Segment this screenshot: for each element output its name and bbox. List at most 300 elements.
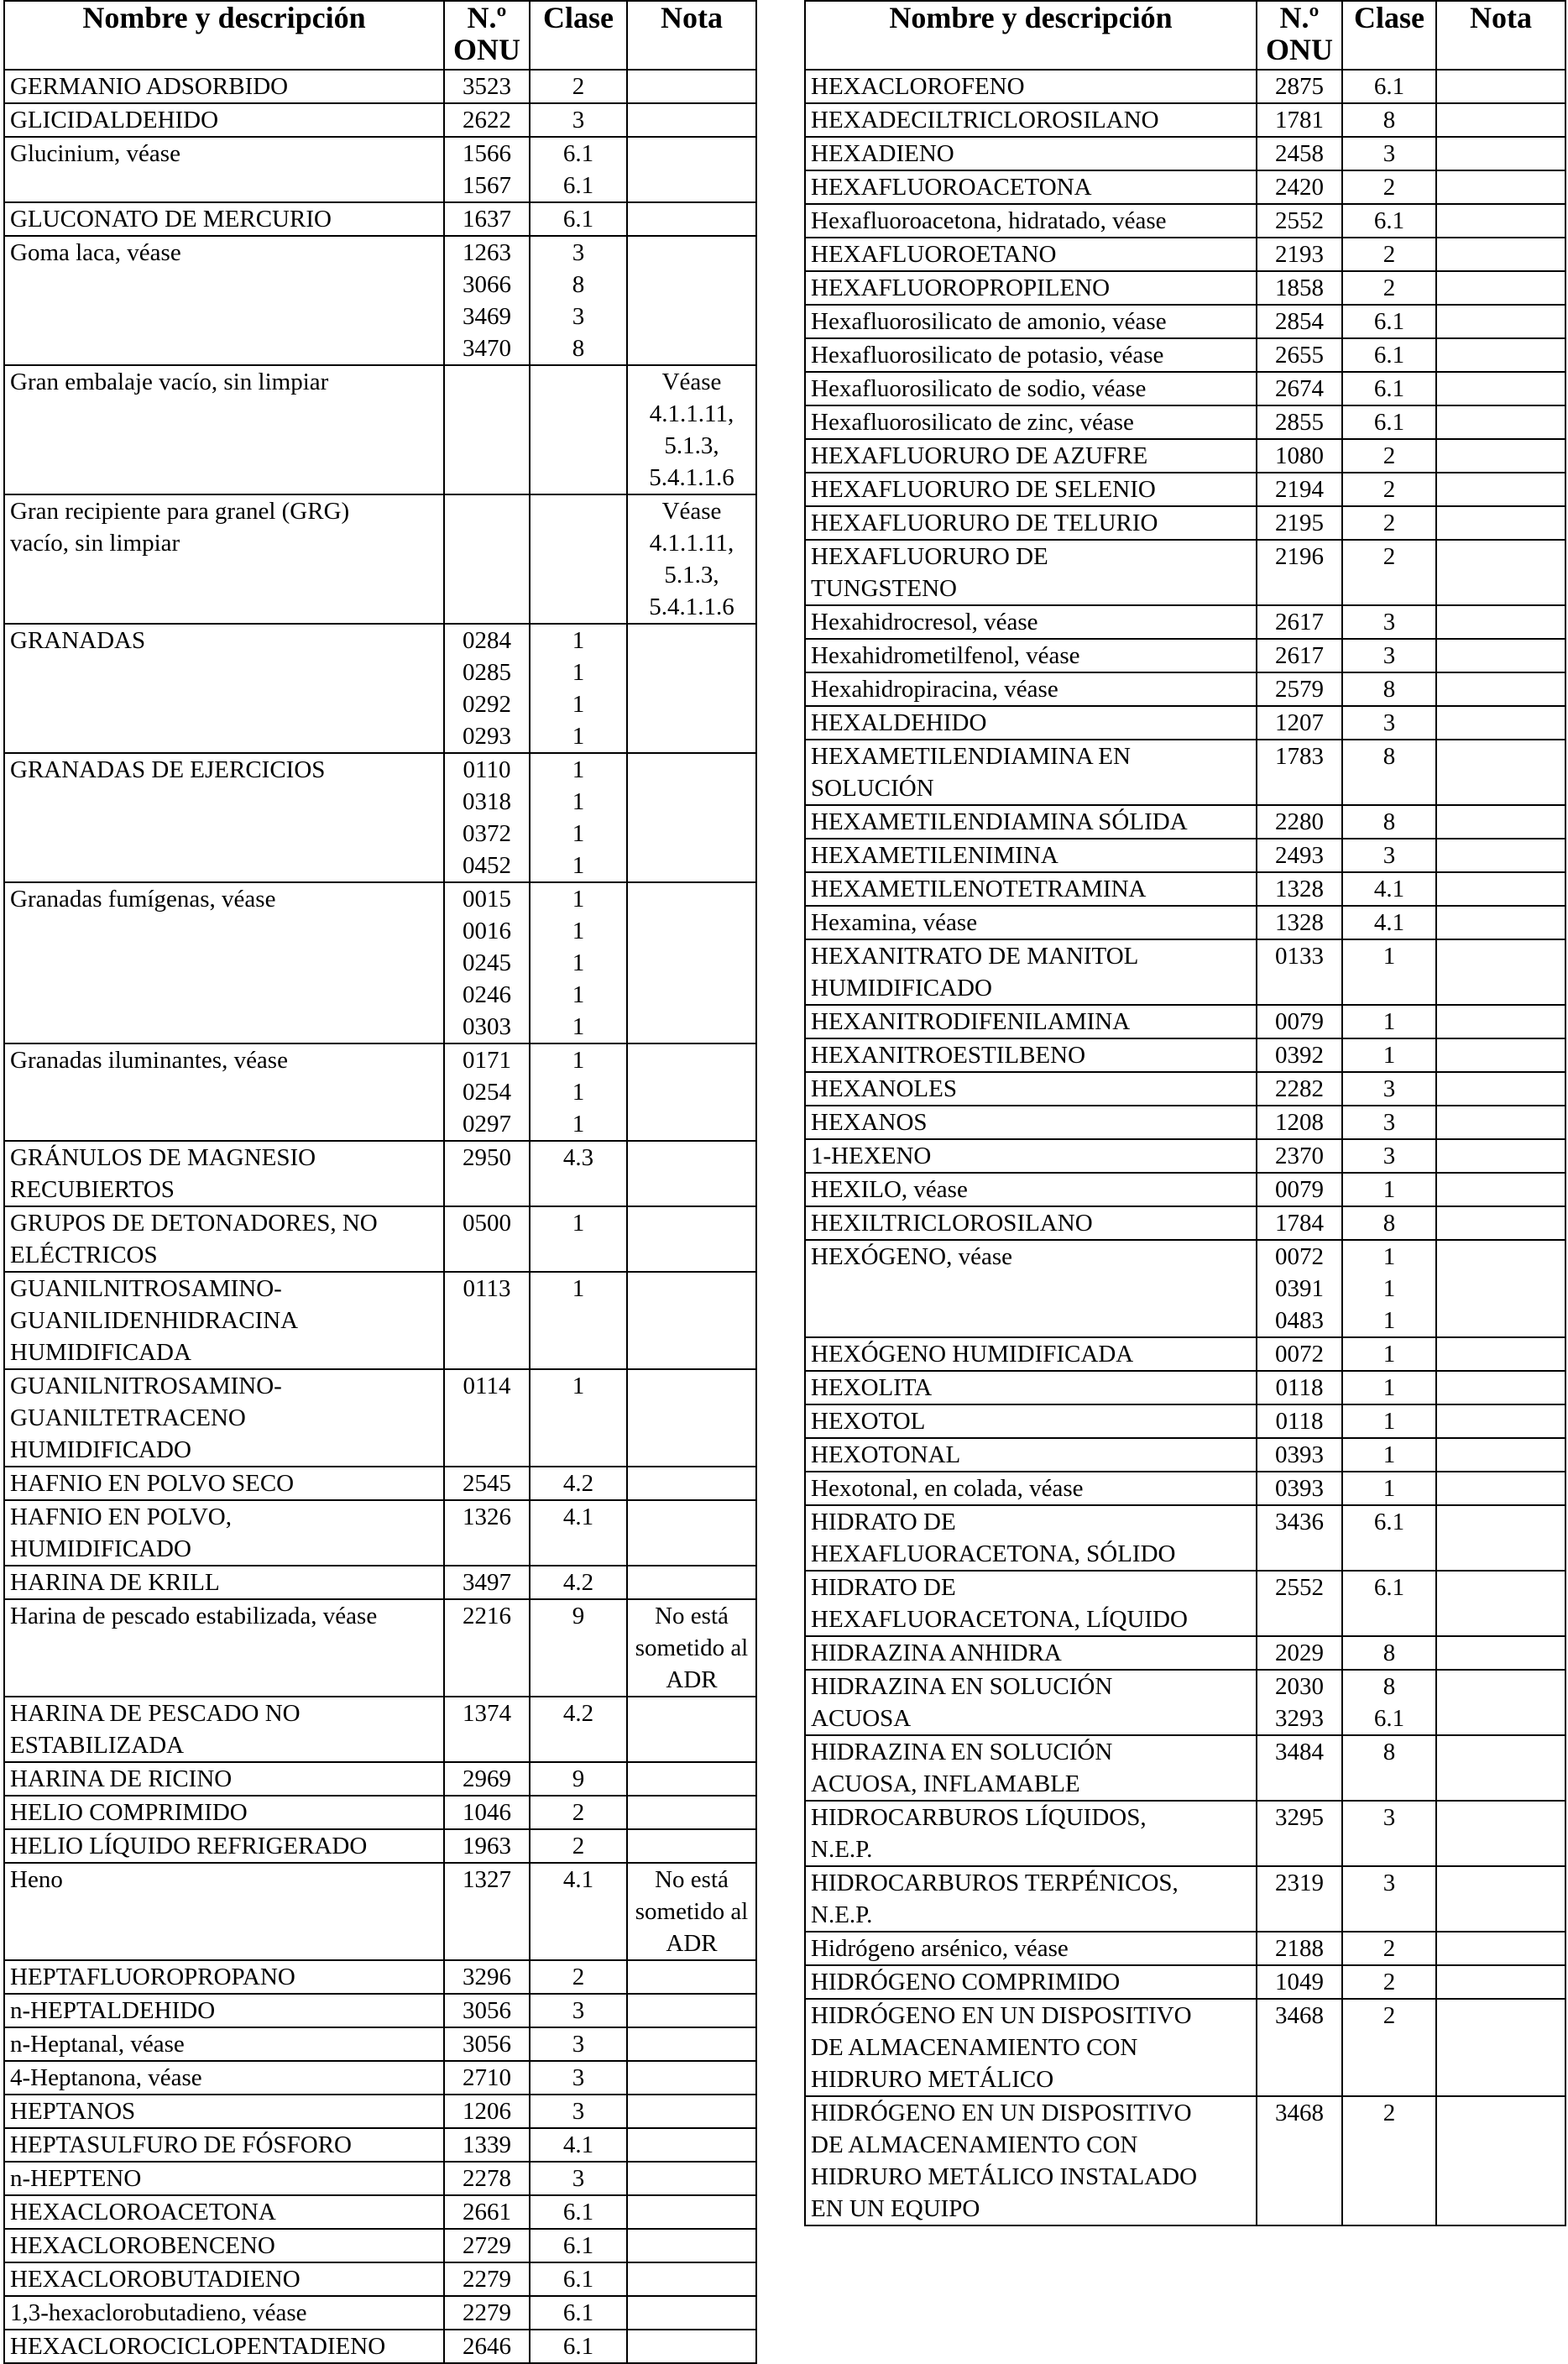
un-number-text: 0293	[463, 723, 511, 750]
un-number-text: 0393	[1275, 1441, 1324, 1468]
table-row	[805, 137, 1565, 170]
class-cell	[1342, 1866, 1436, 1932]
un-number-text: 0118	[1275, 1408, 1324, 1435]
substance-name-cell	[805, 170, 1257, 204]
table-row	[805, 672, 1565, 706]
un-number-text: 2193	[1275, 241, 1324, 268]
class-text: 2	[572, 1799, 585, 1826]
un-number-cell	[1257, 1371, 1342, 1404]
substance-name-text: DE ALMACENAMIENTO CON	[811, 2034, 1138, 2061]
table-row	[805, 439, 1565, 473]
table-row	[4, 2027, 756, 2061]
table-row	[805, 305, 1565, 338]
un-number-cell	[444, 1467, 530, 1500]
un-number-text: 2875	[1275, 73, 1324, 100]
class-text: 1	[572, 659, 585, 686]
note-cell	[1436, 1670, 1565, 1735]
un-number-cell	[444, 2229, 530, 2262]
class-cell	[1342, 271, 1436, 305]
un-number-cell	[1257, 839, 1342, 872]
un-number-text: 2710	[463, 2064, 511, 2091]
class-cell	[1342, 338, 1436, 372]
substance-name-text: HUMIDIFICADO	[811, 975, 992, 1002]
substance-name-cell	[4, 1141, 444, 1206]
substance-name-text: Hexafluorosilicato de amonio, véase	[811, 308, 1167, 335]
dangerous-goods-table-left	[3, 0, 757, 2364]
substance-name-cell	[805, 1072, 1257, 1106]
un-number-text: 0391	[1275, 1275, 1324, 1302]
un-number-cell	[1257, 1636, 1342, 1670]
substance-name-cell	[805, 305, 1257, 338]
substance-name-text: Harina de pescado estabilizada, véase	[10, 1603, 378, 1629]
un-number-text: 2319	[1275, 1870, 1324, 1896]
un-number-cell	[444, 1762, 530, 1796]
un-number-cell	[444, 1863, 530, 1960]
class-text: 2	[1382, 1935, 1396, 1962]
un-number-text: 3469	[463, 303, 511, 330]
substance-name-cell	[805, 1106, 1257, 1139]
un-number-text: 2729	[463, 2232, 511, 2259]
un-number-text: 2493	[1275, 842, 1324, 869]
note-cell	[627, 1043, 756, 1141]
substance-name-text: HEXILO, véase	[811, 1176, 968, 1203]
un-number-cell	[1257, 1472, 1342, 1505]
note-cell	[1436, 1106, 1565, 1139]
un-number-text: 2216	[463, 1603, 511, 1629]
substance-name-text: HARINA DE PESCADO NO	[10, 1700, 301, 1727]
un-number-text: 1567	[463, 172, 511, 199]
substance-name-text: HAFNIO EN POLVO,	[10, 1504, 232, 1530]
substance-name-text: HEXAMETILENOTETRAMINA	[811, 876, 1147, 902]
class-cell	[530, 236, 627, 365]
class-text: 1	[572, 886, 585, 913]
un-number-cell	[1257, 605, 1342, 639]
substance-name-cell	[805, 872, 1257, 906]
note-cell	[627, 1566, 756, 1599]
un-number-text: 0500	[463, 1210, 511, 1237]
class-text: 6.1	[1373, 308, 1405, 335]
substance-name-cell	[805, 1438, 1257, 1472]
un-number-cell	[1257, 1670, 1342, 1735]
substance-name-text: HIDRÓGENO EN UN DISPOSITIVO	[811, 2100, 1192, 2126]
class-cell	[530, 365, 627, 494]
un-number-cell	[1257, 740, 1342, 805]
un-number-text: 2194	[1275, 476, 1324, 503]
table-row	[4, 202, 756, 236]
un-number-cell	[444, 2027, 530, 2061]
class-cell	[1342, 70, 1436, 103]
class-text: 8	[1382, 743, 1396, 770]
table-row	[805, 1371, 1565, 1404]
substance-name-text: 1,3-hexaclorobutadieno, véase	[10, 2299, 307, 2326]
substance-name-text: RECUBIERTOS	[10, 1176, 175, 1203]
substance-name-cell	[4, 1599, 444, 1697]
class-text: 2	[1382, 2100, 1396, 2126]
note-cell	[1436, 1932, 1565, 1965]
class-text: 4.1	[1373, 909, 1405, 936]
class-text: 3	[1382, 1143, 1396, 1169]
class-cell	[1342, 1072, 1436, 1106]
table-row	[805, 1670, 1565, 1735]
substance-name-cell	[4, 2128, 444, 2162]
class-text: 3	[1382, 709, 1396, 736]
table-row	[805, 271, 1565, 305]
class-text: 3	[1382, 1870, 1396, 1896]
substance-name-text: DE ALMACENAMIENTO CON	[811, 2131, 1138, 2158]
class-text: 1	[572, 723, 585, 750]
substance-name-cell	[805, 204, 1257, 238]
un-number-cell	[1257, 103, 1342, 137]
un-number-cell	[1257, 70, 1342, 103]
table-row	[4, 1863, 756, 1960]
class-cell	[1342, 238, 1436, 271]
substance-name-cell	[805, 1866, 1257, 1932]
substance-name-text: HEPTASULFURO DE FÓSFORO	[10, 2131, 352, 2158]
substance-name-text: HEXANOS	[811, 1109, 928, 1136]
un-number-cell	[1257, 672, 1342, 706]
substance-name-cell	[4, 1272, 444, 1369]
un-number-cell	[1257, 305, 1342, 338]
un-number-cell	[444, 1500, 530, 1566]
table-row	[4, 1206, 756, 1272]
note-cell	[627, 1369, 756, 1467]
note-cell	[627, 2027, 756, 2061]
table-row	[805, 238, 1565, 271]
note-cell	[627, 365, 756, 494]
class-text: 3	[1382, 1075, 1396, 1102]
table-row	[805, 506, 1565, 540]
un-number-text: 2674	[1275, 375, 1324, 402]
class-cell	[1342, 939, 1436, 1005]
un-number-text: 0483	[1275, 1307, 1324, 1334]
substance-name-text: GRANADAS	[10, 627, 146, 654]
un-number-cell	[1257, 906, 1342, 939]
un-number-cell	[444, 70, 530, 103]
substance-name-text: HIDROCARBUROS LÍQUIDOS,	[811, 1804, 1147, 1831]
substance-name-text: Gran embalaje vacío, sin limpiar	[10, 369, 329, 395]
class-text: 1	[1382, 1441, 1396, 1468]
table-row	[805, 1735, 1565, 1801]
class-text: 1	[1382, 1475, 1396, 1502]
header-class: Clase	[530, 1, 627, 70]
note-cell	[627, 137, 756, 202]
substance-name-cell	[4, 1500, 444, 1566]
note-cell	[1436, 1801, 1565, 1866]
un-number-cell	[444, 103, 530, 137]
substance-name-cell	[805, 1139, 1257, 1173]
table-row	[4, 1500, 756, 1566]
substance-name-text: TUNGSTENO	[811, 575, 957, 602]
substance-name-text: HEXACLOROCICLOPENTADIENO	[10, 2333, 386, 2360]
substance-name-text: HEXAMETILENIMINA	[811, 842, 1058, 869]
header-name: Nombre y descripción	[805, 1, 1257, 70]
note-cell	[1436, 1505, 1565, 1571]
substance-name-text: HEXAFLUORURO DE	[811, 543, 1048, 570]
un-number-cell	[444, 1369, 530, 1467]
table-row	[4, 103, 756, 137]
un-number-text: 2622	[463, 107, 511, 133]
note-cell	[627, 2128, 756, 2162]
note-text: 4.1.1.11,	[649, 530, 734, 557]
un-number-cell	[444, 365, 530, 494]
substance-name-cell	[4, 1467, 444, 1500]
un-number-text: 2420	[1275, 174, 1324, 201]
class-cell	[530, 1697, 627, 1762]
class-text: 4.1	[562, 1504, 594, 1530]
table-row	[4, 2061, 756, 2095]
substance-name-text: Hexafluorosilicato de zinc, véase	[811, 409, 1134, 436]
substance-name-cell	[4, 1043, 444, 1141]
un-number-text: 0110	[463, 756, 511, 783]
class-text: 3	[1382, 140, 1396, 167]
table-row	[4, 2195, 756, 2229]
class-text: 8	[1382, 1210, 1396, 1237]
table-row	[805, 170, 1565, 204]
substance-name-text: HIDRATO DE	[811, 1509, 956, 1535]
un-number-text: 1046	[463, 1799, 511, 1826]
note-cell	[1436, 872, 1565, 906]
substance-name-cell	[805, 473, 1257, 506]
un-number-text: 1049	[1275, 1969, 1324, 1995]
un-number-cell	[1257, 204, 1342, 238]
class-cell	[1342, 1636, 1436, 1670]
class-cell	[1342, 1404, 1436, 1438]
un-number-cell	[1257, 1932, 1342, 1965]
note-cell	[627, 1272, 756, 1369]
class-text: 2	[1382, 241, 1396, 268]
un-number-text: 2196	[1275, 543, 1324, 570]
un-number-text: 1566	[463, 140, 511, 167]
substance-name-text: HEXAFLUORURO DE TELURIO	[811, 510, 1158, 536]
table-row	[4, 1566, 756, 1599]
un-number-text: 1858	[1275, 275, 1324, 301]
note-cell	[1436, 1472, 1565, 1505]
un-number-text: 2280	[1275, 808, 1324, 835]
substance-name-text: GRANADAS DE EJERCICIOS	[10, 756, 326, 783]
substance-name-text: HEPTANOS	[10, 2098, 136, 2125]
un-number-cell	[1257, 439, 1342, 473]
note-text: sometido al	[635, 1634, 749, 1661]
note-cell	[1436, 137, 1565, 170]
substance-name-text: Granadas iluminantes, véase	[10, 1047, 288, 1074]
note-cell	[1436, 372, 1565, 405]
un-number-cell	[444, 753, 530, 882]
substance-name-text: ELÉCTRICOS	[10, 1242, 158, 1268]
substance-name-text: HEXOTOL	[811, 1408, 926, 1435]
class-cell	[1342, 506, 1436, 540]
substance-name-cell	[4, 882, 444, 1043]
table-row	[805, 473, 1565, 506]
note-text: ADR	[666, 1666, 718, 1693]
un-number-cell	[444, 2095, 530, 2128]
class-cell	[530, 2061, 627, 2095]
table-body-right	[805, 70, 1565, 2225]
note-cell	[627, 2262, 756, 2296]
substance-name-text: HEXAFLUOROETANO	[811, 241, 1057, 268]
substance-name-cell	[805, 740, 1257, 805]
class-cell	[530, 103, 627, 137]
note-cell	[1436, 1139, 1565, 1173]
table-row	[4, 494, 756, 624]
class-text: 3	[1382, 642, 1396, 669]
un-number-cell	[1257, 1038, 1342, 1072]
class-cell	[1342, 1038, 1436, 1072]
class-text: 2	[572, 1833, 585, 1859]
table-row	[805, 906, 1565, 939]
substance-name-text: HIDRAZINA EN SOLUCIÓN	[811, 1739, 1113, 1765]
class-text: 1	[572, 852, 585, 879]
note-cell	[1436, 2096, 1565, 2225]
substance-name-text: GUANILNITROSAMINO-	[10, 1373, 282, 1399]
note-text: No está	[655, 1603, 729, 1629]
un-number-text: 0246	[463, 981, 511, 1008]
table-row	[805, 1965, 1565, 1999]
note-cell	[1436, 1636, 1565, 1670]
un-number-text: 2279	[463, 2266, 511, 2293]
table-row	[4, 882, 756, 1043]
substance-name-cell	[4, 2262, 444, 2296]
substance-name-text: HEXAMETILENDIAMINA EN	[811, 743, 1131, 770]
class-cell	[1342, 1337, 1436, 1371]
substance-name-cell	[805, 1932, 1257, 1965]
substance-name-cell	[805, 1337, 1257, 1371]
table-row	[805, 1801, 1565, 1866]
table-row	[805, 639, 1565, 672]
un-number-cell	[444, 1994, 530, 2027]
table-row	[805, 540, 1565, 605]
note-cell	[627, 2162, 756, 2195]
substance-name-text: HEXANOLES	[811, 1075, 957, 1102]
substance-name-text: Granadas fumígenas, véase	[10, 886, 276, 913]
un-number-text: 1328	[1275, 876, 1324, 902]
class-text: 4.1	[562, 2131, 594, 2158]
substance-name-text: N.E.P.	[811, 1836, 873, 1863]
note-cell	[1436, 1337, 1565, 1371]
un-number-cell	[1257, 1206, 1342, 1240]
note-cell	[1436, 473, 1565, 506]
class-cell	[1342, 439, 1436, 473]
un-number-cell	[1257, 338, 1342, 372]
class-text: 3	[572, 107, 585, 133]
substance-name-text: GRUPOS DE DETONADORES, NO	[10, 1210, 378, 1237]
header-un-number: N.º ONU	[444, 1, 530, 70]
un-number-text: 3468	[1275, 2100, 1324, 2126]
un-number-text: 0285	[463, 659, 511, 686]
class-cell	[1342, 1932, 1436, 1965]
substance-name-text: HEPTAFLUOROPROPANO	[10, 1964, 295, 1990]
un-number-cell	[444, 2061, 530, 2095]
un-number-text: 2646	[463, 2333, 511, 2360]
un-number-cell	[1257, 639, 1342, 672]
un-number-cell	[444, 1566, 530, 1599]
note-cell	[1436, 1999, 1565, 2096]
class-text: 6.1	[1373, 375, 1405, 402]
un-number-text: 0015	[463, 886, 511, 913]
class-cell	[530, 1206, 627, 1272]
substance-name-text: HEXAMETILENDIAMINA SÓLIDA	[811, 808, 1188, 835]
note-cell	[627, 2095, 756, 2128]
class-text: 1	[572, 820, 585, 847]
table-row	[4, 1960, 756, 1994]
substance-name-cell	[805, 1472, 1257, 1505]
table-row	[805, 1206, 1565, 1240]
note-cell	[1436, 439, 1565, 473]
substance-name-cell	[4, 753, 444, 882]
class-cell	[1342, 103, 1436, 137]
un-number-cell	[1257, 1072, 1342, 1106]
substance-name-cell	[4, 202, 444, 236]
substance-name-cell	[805, 939, 1257, 1005]
class-cell	[530, 1141, 627, 1206]
substance-name-cell	[805, 1173, 1257, 1206]
note-cell	[627, 1960, 756, 1994]
un-number-text: 0372	[463, 820, 511, 847]
un-number-cell	[1257, 170, 1342, 204]
class-text: 6.1	[562, 2333, 594, 2360]
class-cell	[530, 1369, 627, 1467]
substance-name-text: HELIO LÍQUIDO REFRIGERADO	[10, 1833, 368, 1859]
note-cell	[627, 1762, 756, 1796]
table-row	[4, 365, 756, 494]
table-row	[805, 706, 1565, 740]
substance-name-text: HUMIDIFICADO	[10, 1535, 191, 1562]
class-cell	[530, 2262, 627, 2296]
class-cell	[1342, 1801, 1436, 1866]
note-cell	[1436, 70, 1565, 103]
table-row	[805, 1438, 1565, 1472]
table-row	[805, 1038, 1565, 1072]
class-cell	[1342, 605, 1436, 639]
note-text: 5.1.3,	[664, 432, 719, 459]
table-row	[805, 338, 1565, 372]
un-number-cell	[444, 1272, 530, 1369]
class-text: 6.1	[1373, 73, 1405, 100]
substance-name-text: GLICIDALDEHIDO	[10, 107, 219, 133]
class-text: 8	[572, 271, 585, 298]
table-row	[805, 740, 1565, 805]
class-cell	[1342, 1505, 1436, 1571]
un-number-text: 2195	[1275, 510, 1324, 536]
table-row	[4, 2128, 756, 2162]
substance-name-text: HIDROCARBUROS TERPÉNICOS,	[811, 1870, 1179, 1896]
class-cell	[530, 1043, 627, 1141]
class-text: 3	[572, 2031, 585, 2058]
note-cell	[627, 753, 756, 882]
substance-name-text: Heno	[10, 1866, 63, 1893]
class-text: 6.1	[562, 140, 594, 167]
un-number-cell	[444, 1960, 530, 1994]
substance-name-cell	[805, 338, 1257, 372]
note-cell	[627, 624, 756, 753]
substance-name-text: HEXACLOROBENCENO	[10, 2232, 275, 2259]
un-number-text: 3497	[463, 1569, 511, 1596]
un-number-text: 1339	[463, 2131, 511, 2158]
substance-name-text: vacío, sin limpiar	[10, 530, 180, 557]
un-number-text: 0245	[463, 949, 511, 976]
class-cell	[1342, 1371, 1436, 1404]
substance-name-cell	[805, 271, 1257, 305]
substance-name-cell	[4, 1829, 444, 1863]
un-number-text: 0318	[463, 788, 511, 815]
un-number-text: 2855	[1275, 409, 1324, 436]
class-text: 6.1	[1373, 207, 1405, 234]
table-row	[805, 372, 1565, 405]
un-number-text: 2617	[1275, 609, 1324, 635]
class-cell	[1342, 1438, 1436, 1472]
class-cell	[1342, 372, 1436, 405]
class-text: 1	[572, 1373, 585, 1399]
table-row	[4, 1369, 756, 1467]
